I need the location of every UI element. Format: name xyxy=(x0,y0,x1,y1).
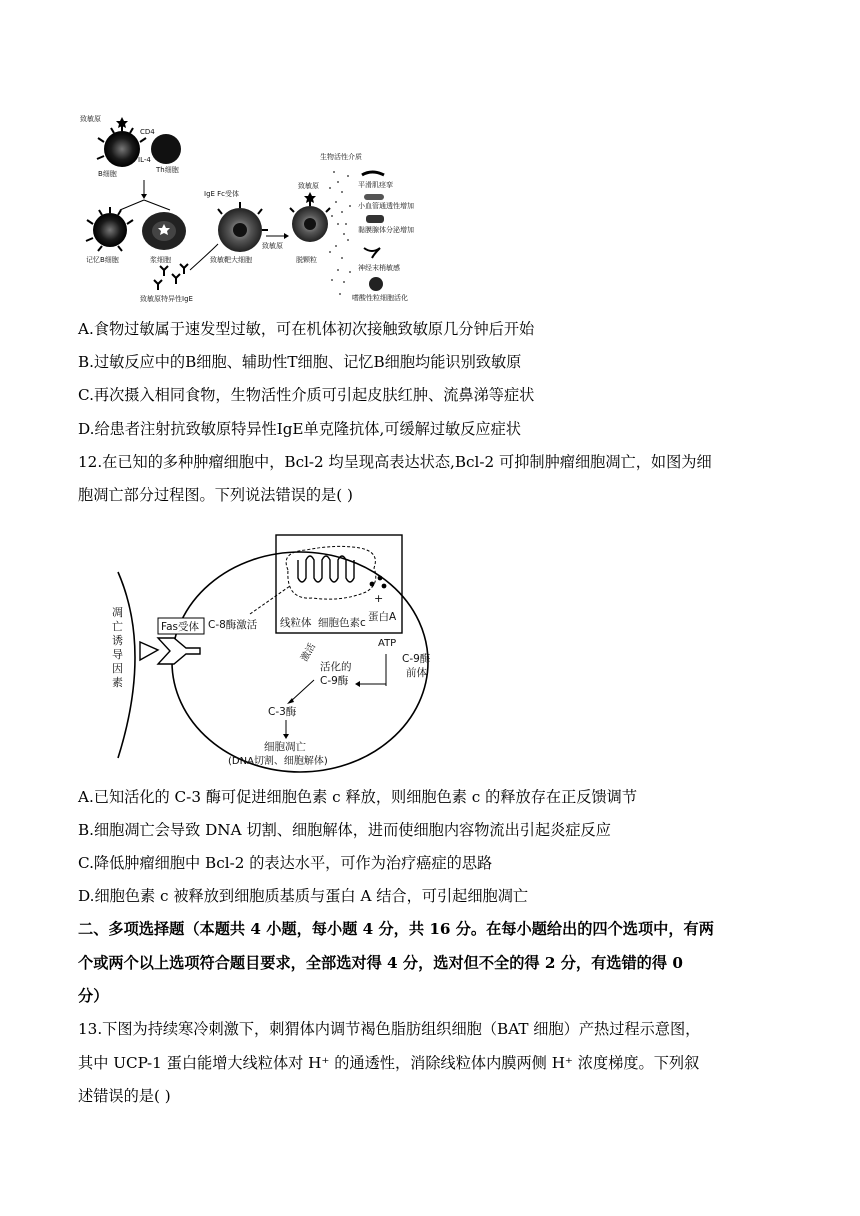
activated-c9-label-2: C-9酶 xyxy=(320,675,349,687)
smooth-muscle-icon xyxy=(362,172,384,175)
plasma-cell xyxy=(142,212,186,250)
section2-line1: 二、多项选择题（本题共 4 小题，每小题 4 分，共 16 分。在每小题给出的四个选项中，有两 xyxy=(78,920,714,938)
memory-b-cell xyxy=(86,207,133,251)
nerve-icon xyxy=(364,248,380,258)
allergen3-label: 致敏原 xyxy=(298,182,319,190)
ige-antibodies xyxy=(154,264,188,290)
target-cell-label: 致敏靶大细胞 xyxy=(210,256,252,264)
degranulation-label: 脱颗粒 xyxy=(296,256,317,264)
inducer-label: 凋亡诱导因素 xyxy=(112,606,123,689)
split-arrows xyxy=(120,200,170,210)
ligand-icon xyxy=(140,642,158,660)
q13-line3: 述错误的是( ) xyxy=(78,1087,171,1105)
mito-label: 线粒体 xyxy=(280,617,312,629)
memory-b-label: 记忆B细胞 xyxy=(86,256,119,264)
activated-c9-label-1: 活化的 xyxy=(320,661,352,673)
eosinophil-icon xyxy=(369,277,383,291)
allergy-figure xyxy=(80,112,440,312)
activate-label: 激活 xyxy=(299,641,319,664)
fas-receptor-icon xyxy=(158,638,200,664)
q12-option-b: B.细胞凋亡会导致 DNA 切割、细胞解体，进而使细胞内容物流出引起炎症反应 xyxy=(78,821,611,839)
section2-line2: 个或两个以上选项符合题目要求，全部选对得 4 分，选对但不全的得 2 分，有选错的得 0 xyxy=(78,954,683,972)
q12-option-a: A.已知活化的 C-3 酶可促进细胞色素 c 释放，则细胞色素 c 的释放存在正反馈调节 xyxy=(78,788,638,806)
q11-option-d: D.给患者注射抗致敏原特异性IgE单克隆抗体,可缓解过敏反应症状 xyxy=(78,420,521,438)
q12-option-c: C.降低肿瘤细胞中 Bcl-2 的表达水平，可作为治疗癌症的思路 xyxy=(78,854,493,872)
c3-label: C-3酶 xyxy=(268,706,297,718)
c8-label: C-8酶激活 xyxy=(208,619,258,631)
q12-stem-line2: 胞凋亡部分过程图。下列说法错误的是( ) xyxy=(78,486,353,504)
effect5-label: 嗜酸性粒细胞活化 xyxy=(352,294,408,302)
fas-label: Fas受体 xyxy=(161,621,199,633)
cristae-icon xyxy=(298,556,354,582)
q13-line1: 13.下图为持续寒冷刺激下，刺猬体内调节褐色脂肪组织细胞（BAT 细胞）产热过程示意图， xyxy=(78,1020,701,1038)
effect1-label: 平滑肌痉挛 xyxy=(358,181,393,189)
c9-pre-label-1: C-9酶 xyxy=(402,653,431,665)
b-cell-label: B细胞 xyxy=(98,170,117,178)
il4-label: IL-4 xyxy=(138,156,151,164)
ige-receptor-label: IgE Fc受体 xyxy=(204,190,240,198)
specific-ige-label: 致敏原特异性IgE xyxy=(140,295,193,303)
c9-pre-label-2: 前体 xyxy=(406,667,427,679)
mitochondrion-icon xyxy=(286,546,376,599)
degranulating-cell xyxy=(290,192,330,242)
apoptosis-figure xyxy=(100,530,480,775)
cd4-label: CD4 xyxy=(140,128,155,136)
vessel-icon xyxy=(364,194,384,200)
atp-label: ATP xyxy=(378,638,397,649)
effect3-label: 黏膜腺体分泌增加 xyxy=(358,226,414,234)
effect4-label: 神经末梢敏感 xyxy=(358,264,400,272)
q12-option-d: D.细胞色素 c 被释放到细胞质基质与蛋白 A 结合，可引起细胞凋亡 xyxy=(78,887,529,905)
q12-stem-line1: 12.在已知的多种肿瘤细胞中，Bcl-2 均呈现高表达状态,Bcl-2 可抑制肿瘤细胞凋亡，如图为细 xyxy=(78,453,712,471)
mast-cell xyxy=(218,202,268,252)
q11-option-a: A.食物过敏属于速发型过敏，可在机体初次接触致敏原几分钟后开始 xyxy=(78,320,535,338)
c8-dashed-arrow xyxy=(250,586,290,614)
section2-line3: 分） xyxy=(78,987,109,1005)
allergen2-label: 致敏原 xyxy=(262,242,283,250)
allergen-label: 致敏原 xyxy=(80,115,101,123)
apoptosis-detail-label: (DNA切割、细胞解体) xyxy=(228,756,328,767)
q13-line2: 其中 UCP-1 蛋白能增大线粒体对 H⁺ 的通透性，消除线粒体内膜两侧 H⁺ 浓度梯度。下列叙 xyxy=(78,1054,700,1072)
mediator-label: 生物活性介质 xyxy=(320,153,362,161)
activate-arrow xyxy=(290,680,314,702)
th-cell-label: Th细胞 xyxy=(156,166,179,174)
plasma-label: 浆细胞 xyxy=(150,256,171,264)
apoptosis-label: 细胞凋亡 xyxy=(264,741,306,753)
plus-sign: + xyxy=(374,592,384,605)
cytc-label: 细胞色素c xyxy=(318,617,366,629)
gland-icon xyxy=(366,215,384,223)
th-cell xyxy=(151,134,181,164)
q11-option-c: C.再次摄入相同食物，生物活性介质可引起皮肤红肿、流鼻涕等症状 xyxy=(78,386,535,404)
granule-cloud xyxy=(329,171,351,295)
effect2-label: 小血管通透性增加 xyxy=(358,202,414,210)
protein-a-label: 蛋白A xyxy=(368,611,397,623)
target-cell xyxy=(172,552,428,772)
q11-option-b: B.过敏反应中的B细胞、辅助性T细胞、记忆B细胞均能识别致敏原 xyxy=(78,353,522,371)
